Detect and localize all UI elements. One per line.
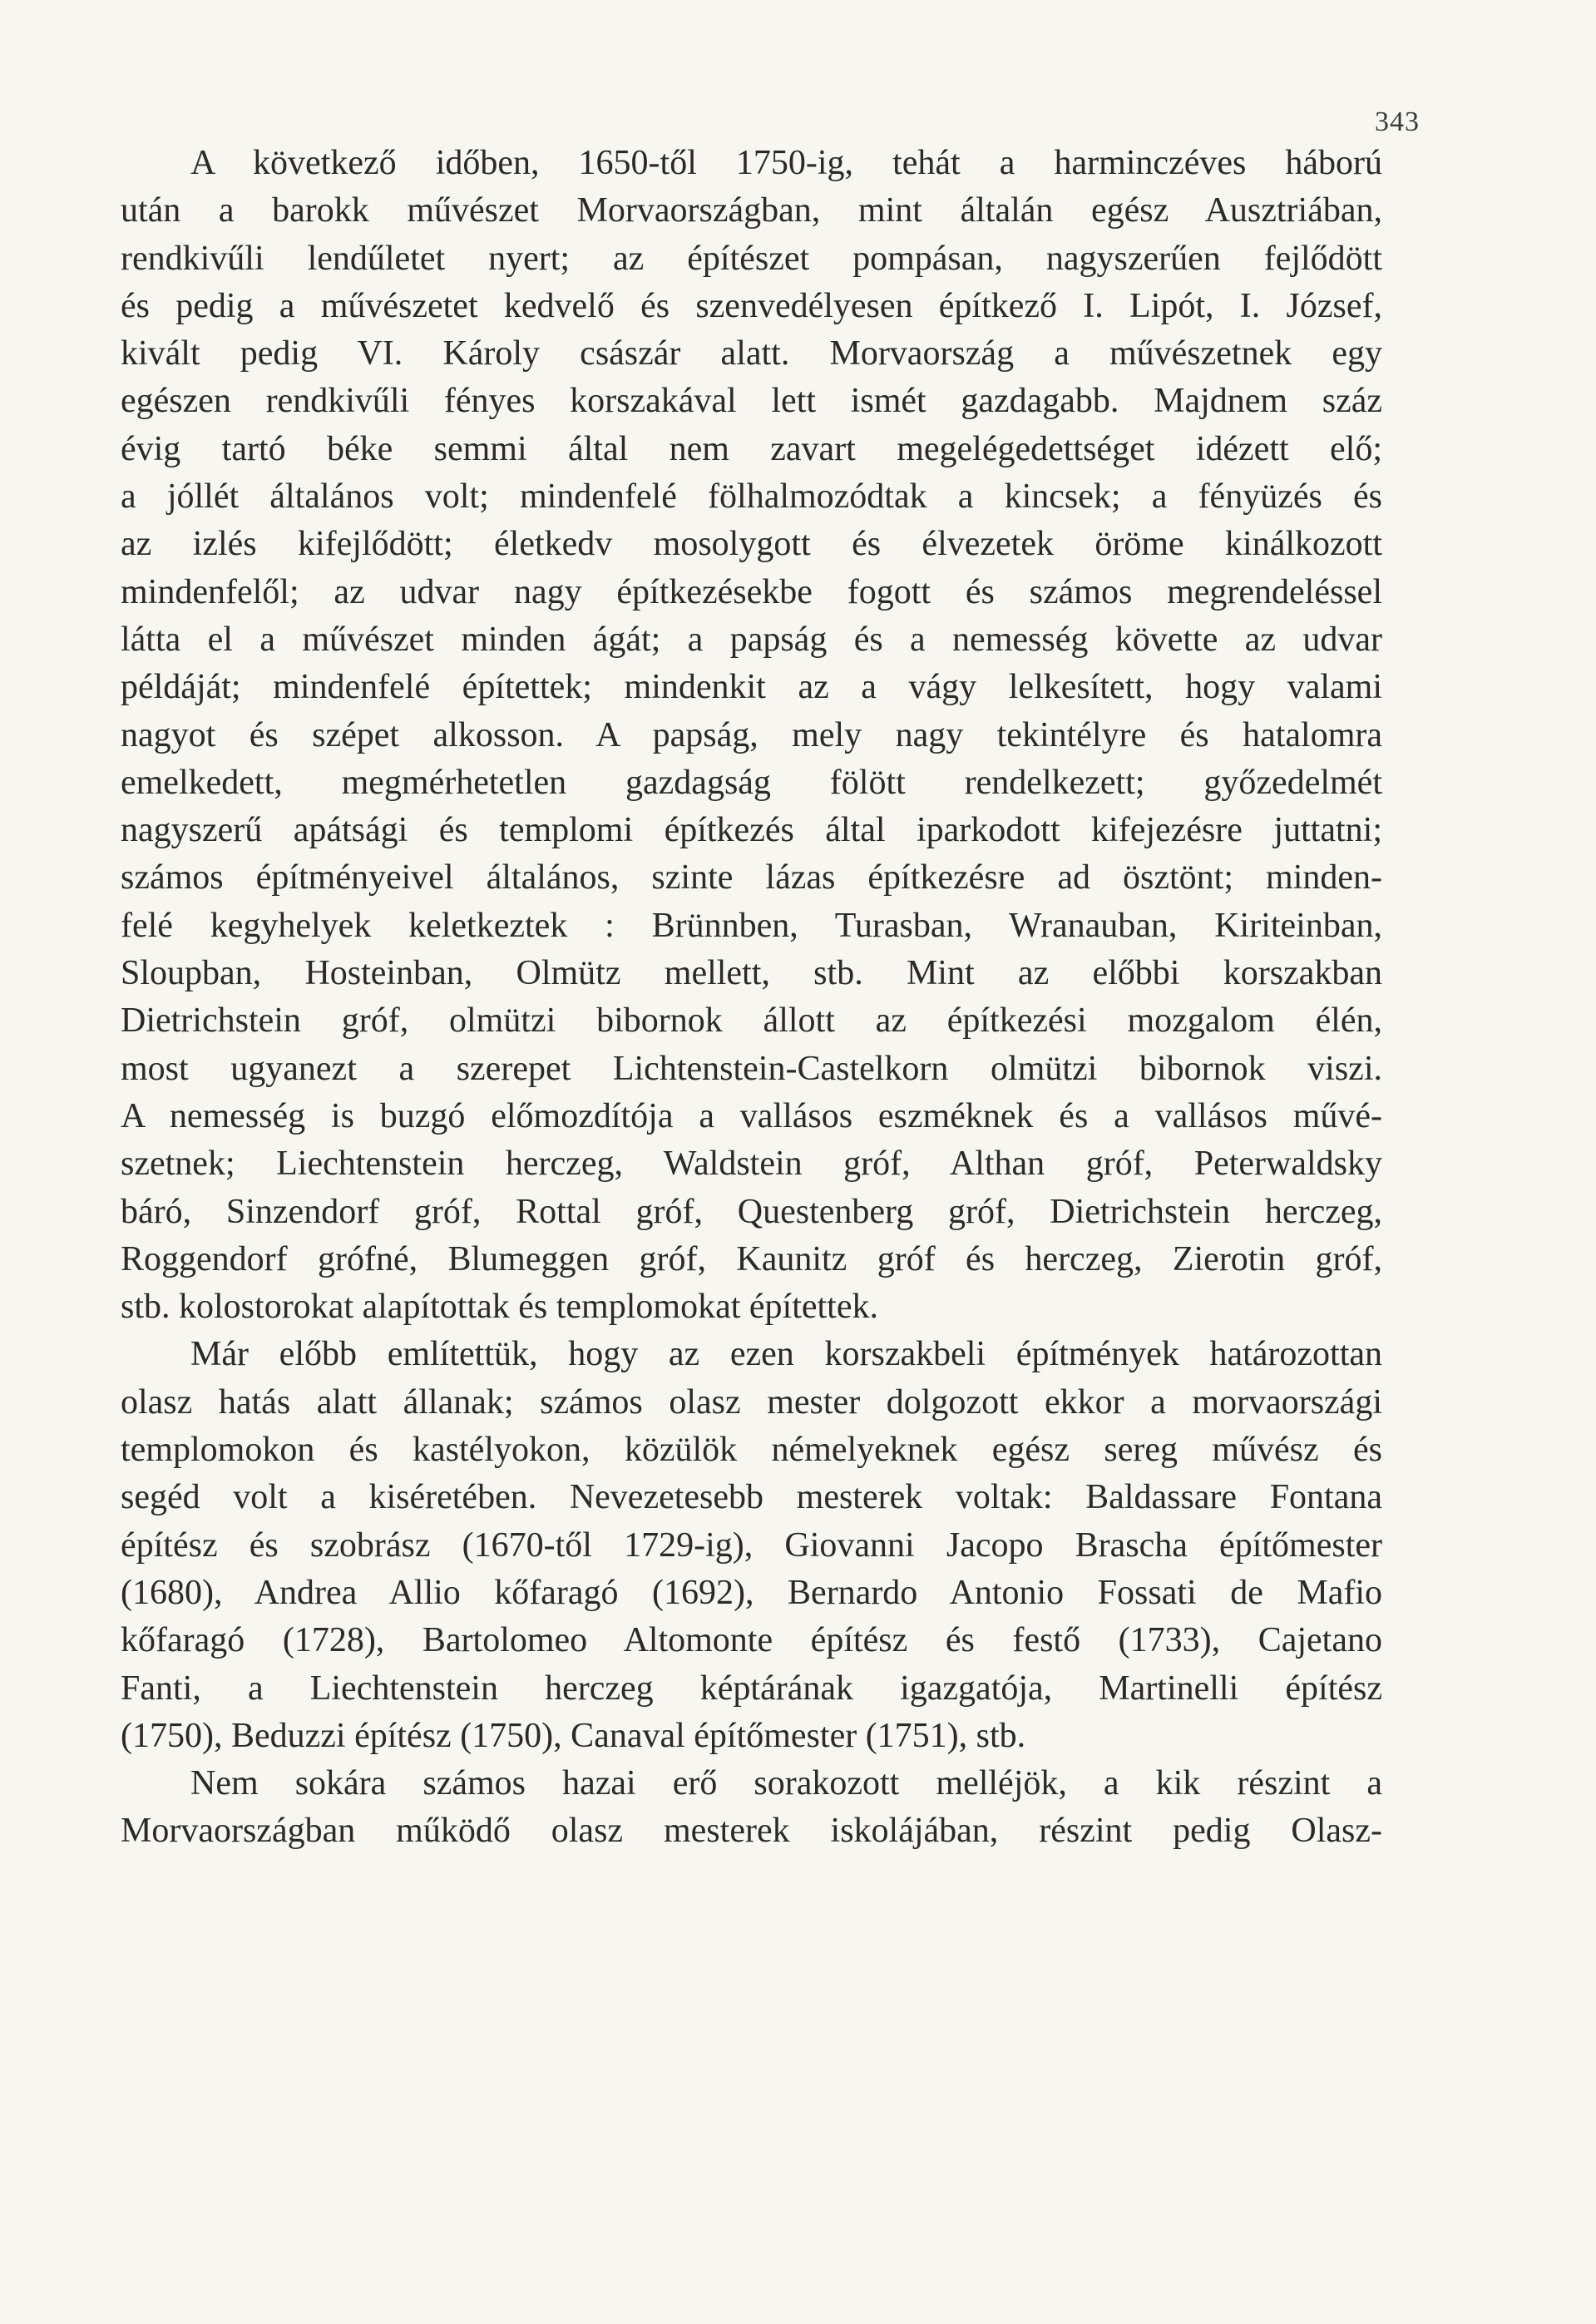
page-number: 343: [1375, 106, 1420, 137]
text-line: Nem sokára számos hazai erő sorakozott melléjök, a kik részint a: [190, 1764, 1382, 1803]
text-line: és pedig a művészetet kedvelő és szenvedélyesen építkező I. Lipót, I. József,: [121, 286, 1382, 325]
text-line: báró, Sinzendorf gróf, Rottal gróf, Questenberg gróf, Dietrichstein herczeg,: [121, 1192, 1382, 1231]
text-line: A következő időben, 1650-től 1750-ig, tehát a harminczéves háború: [190, 144, 1382, 182]
text-line: egészen rendkivűli fényes korszakával lett ismét gazdagabb. Majdnem száz: [121, 382, 1382, 421]
text-line: kőfaragó (1728), Bartolomeo Altomonte építész és festő (1733), Cajetano: [121, 1621, 1382, 1660]
text-line: példáját; mindenfelé építettek; mindenkit az a vágy lelkesített, hogy valami: [121, 668, 1382, 707]
body-text: [121, 140, 1382, 1856]
text-line: A nemesség is buzgó előmozdítója a vallásos eszméknek és a vallásos művé-: [121, 1096, 1382, 1135]
text-line: templomokon és kastélyokon, közülök némelyeknek egész sereg művész és: [121, 1431, 1382, 1470]
text-line: (1680), Andrea Allio kőfaragó (1692), Bernardo Antonio Fossati de Mafio: [121, 1573, 1382, 1612]
text-line: az izlés kifejlődött; életkedv mosolygott és élvezetek öröme kinálkozott: [121, 525, 1382, 564]
text-line: most ugyanezt a szerepet Lichtenstein-Castelkorn olmützi bibornok viszi.: [121, 1049, 1382, 1088]
text-line: a jóllét általános volt; mindenfelé fölhalmozódtak a kincsek; a fényüzés és: [121, 477, 1382, 517]
text-line: nagyot és szépet alkosson. A papság, mely nagy tekintélyre és hatalomra: [121, 715, 1382, 754]
text-line: szetnek; Liechtenstein herczeg, Waldstein gróf, Althan gróf, Peterwaldsky: [121, 1145, 1382, 1184]
text-line: Dietrichstein gróf, olmützi bibornok állott az építkezési mozgalom élén,: [121, 1001, 1382, 1041]
text-line: számos építményeivel általános, szinte lázas építkezésre ad ösztönt; minden-: [121, 858, 1382, 897]
text-line: kivált pedig VI. Károly császár alatt. Morvaország a művészetnek egy: [121, 334, 1382, 373]
text-line: rendkivűli lendűletet nyert; az építészet pompásan, nagyszerűen fejlődött: [121, 239, 1382, 278]
text-line: segéd volt a kiséretében. Nevezetesebb mesterek voltak: Baldassare Fontana: [121, 1478, 1382, 1517]
text-line: Roggendorf grófné, Blumeggen gróf, Kaunitz gróf és herczeg, Zierotin gróf,: [121, 1239, 1382, 1278]
text-line: emelkedett, megmérhetetlen gazdagság fölött rendelkezett; győzedelmét: [121, 763, 1382, 802]
text-line: Fanti, a Liechtenstein herczeg képtárának igazgatója, Martinelli építész: [121, 1669, 1382, 1708]
text-line: építész és szobrász (1670-től 1729-ig), Giovanni Jacopo Brascha építőmester: [121, 1525, 1382, 1565]
text-line: olasz hatás alatt állanak; számos olasz mester dolgozott ekkor a morvaországi: [121, 1382, 1382, 1422]
text-line: (1750), Beduzzi építész (1750), Canaval építőmester (1751), stb.: [121, 1716, 1026, 1755]
text-line: Sloupban, Hosteinban, Olmütz mellett, stb. Mint az előbbi korszakban: [121, 954, 1382, 993]
text-line: után a barokk művészet Morvaországban, mint általán egész Ausztriában,: [121, 191, 1382, 230]
text-line: Morvaországban működő olasz mesterek iskolájában, részint pedig Olasz-: [121, 1812, 1382, 1851]
text-line: stb. kolostorokat alapítottak és templomokat építettek.: [121, 1288, 878, 1327]
text-line: látta el a művészet minden ágát; a papság és a nemesség követte az udvar: [121, 620, 1382, 659]
text-line: mindenfelől; az udvar nagy építkezésekbe fogott és számos megrendeléssel: [121, 572, 1382, 611]
text-line: Már előbb említettük, hogy az ezen korszakbeli építmények határozottan: [190, 1335, 1382, 1374]
text-line: felé kegyhelyek keletkeztek : Brünnben, Turasban, Wranauban, Kiriteinban,: [121, 906, 1382, 945]
text-line: nagyszerű apátsági és templomi építkezés által iparkodott kifejezésre juttatni;: [121, 811, 1382, 850]
text-line: évig tartó béke semmi által nem zavart megelégedettséget idézett elő;: [121, 429, 1382, 468]
